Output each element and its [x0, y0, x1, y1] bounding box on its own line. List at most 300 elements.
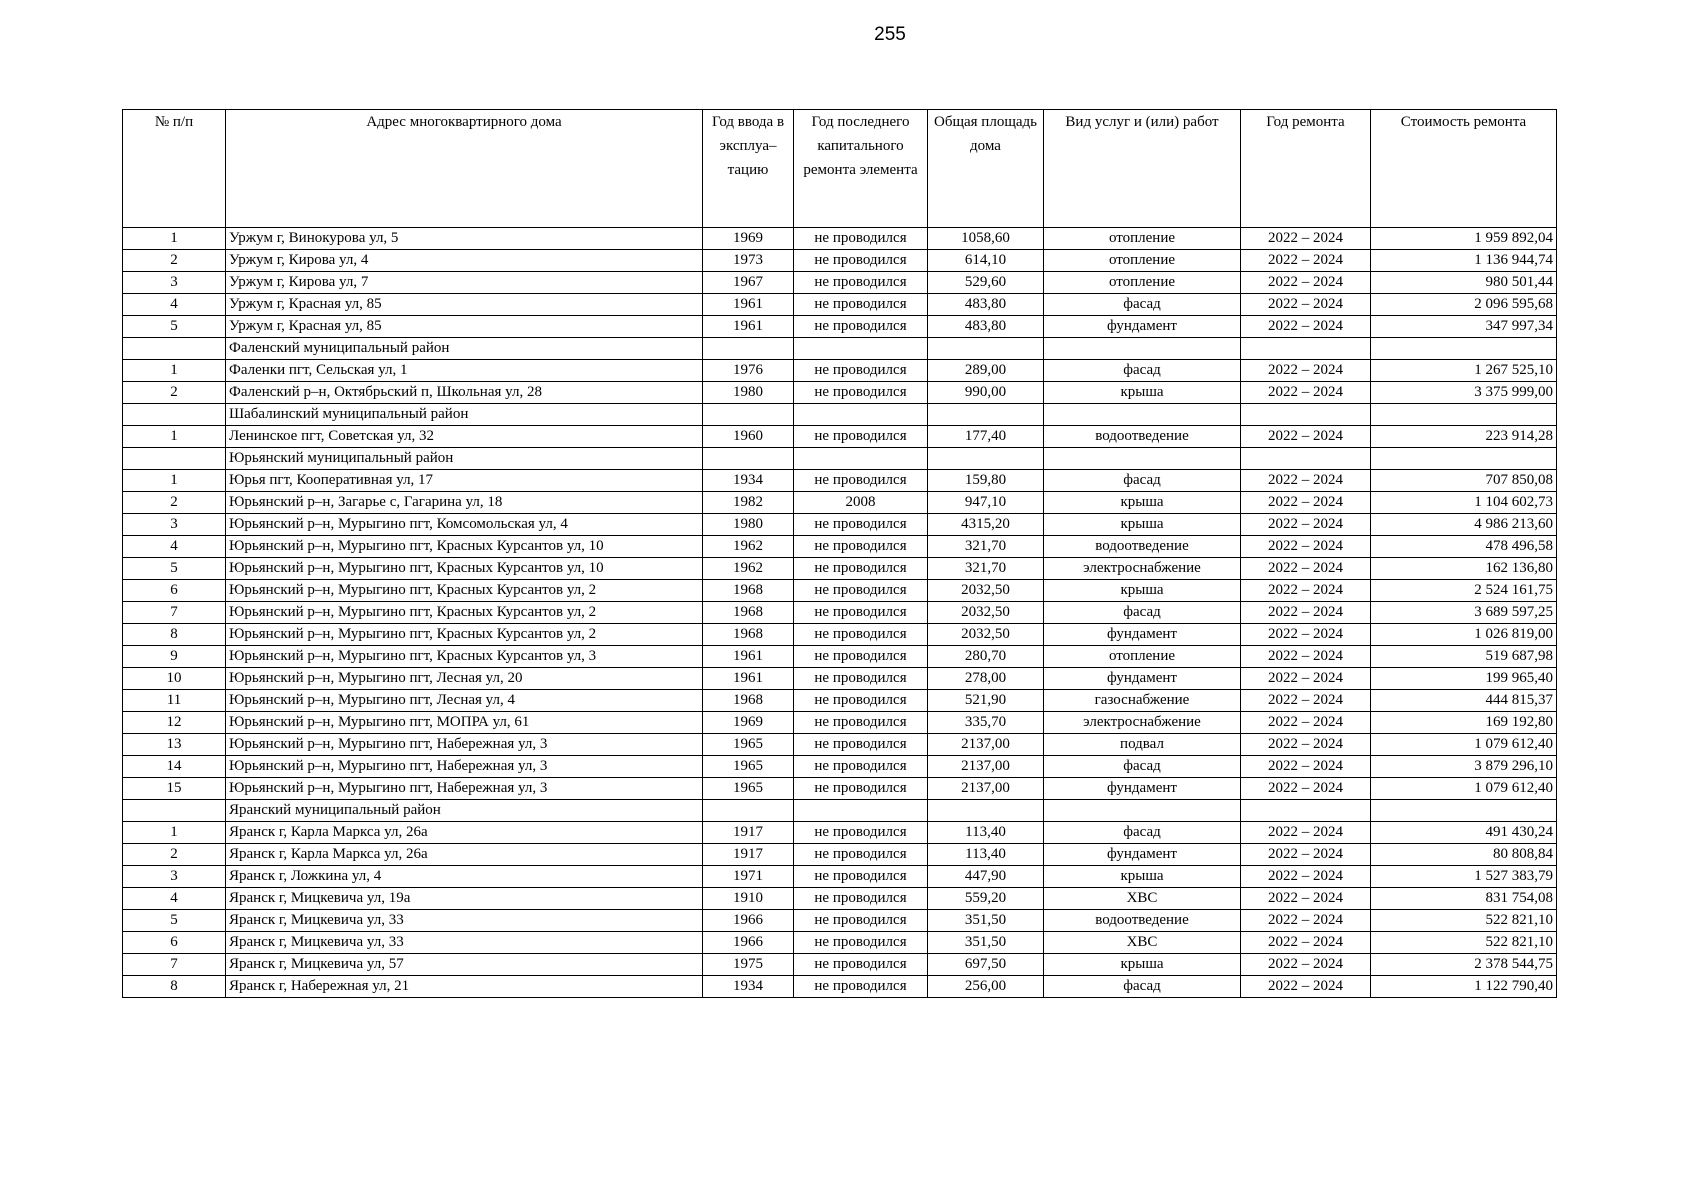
cell-number: 7 [123, 954, 226, 976]
cell-repair-period: 2022 – 2024 [1241, 976, 1371, 998]
empty-cell [794, 404, 928, 426]
empty-cell [1241, 800, 1371, 822]
cell-address: Юрьянский р–н, Мурыгино пгт, Набережная ул, 3 [226, 734, 703, 756]
cell-repair-period: 2022 – 2024 [1241, 316, 1371, 338]
cell-address: Яранск г, Мицкевича ул, 33 [226, 910, 703, 932]
cell-commission-year: 1969 [703, 712, 794, 734]
cell-work-type: отопление [1044, 250, 1241, 272]
cell-commission-year: 1966 [703, 932, 794, 954]
cell-address: Юрьянский р–н, Мурыгино пгт, Комсомольская ул, 4 [226, 514, 703, 536]
cell-repair-cost: 519 687,98 [1371, 646, 1557, 668]
table-row [123, 954, 1557, 976]
cell-commission-year: 1968 [703, 690, 794, 712]
empty-cell [1371, 448, 1557, 470]
cell-work-type: ХВС [1044, 888, 1241, 910]
cell-commission-year: 1961 [703, 646, 794, 668]
cell-repair-period: 2022 – 2024 [1241, 690, 1371, 712]
cell-repair-cost: 707 850,08 [1371, 470, 1557, 492]
cell-address: Юрьянский р–н, Загарье с, Гагарина ул, 18 [226, 492, 703, 514]
empty-cell [703, 338, 794, 360]
table-row [123, 382, 1557, 404]
cell-work-type: крыша [1044, 492, 1241, 514]
cell-number: 1 [123, 360, 226, 382]
cell-last-repair-year: не проводился [794, 778, 928, 800]
cell-commission-year: 1969 [703, 228, 794, 250]
empty-cell [794, 800, 928, 822]
cell-repair-period: 2022 – 2024 [1241, 646, 1371, 668]
cell-number: 10 [123, 668, 226, 690]
empty-cell [123, 404, 226, 426]
cell-commission-year: 1917 [703, 822, 794, 844]
cell-total-area: 697,50 [928, 954, 1044, 976]
cell-work-type: фундамент [1044, 668, 1241, 690]
table-row [123, 712, 1557, 734]
cell-work-type: фундамент [1044, 778, 1241, 800]
cell-last-repair-year: не проводился [794, 756, 928, 778]
cell-work-type: фасад [1044, 822, 1241, 844]
table-row [123, 646, 1557, 668]
cell-total-area: 256,00 [928, 976, 1044, 998]
cell-number: 7 [123, 602, 226, 624]
cell-last-repair-year: не проводился [794, 250, 928, 272]
cell-number: 8 [123, 624, 226, 646]
header-address: Адрес многоквартирного дома [226, 110, 703, 228]
cell-repair-period: 2022 – 2024 [1241, 668, 1371, 690]
cell-total-area: 2137,00 [928, 734, 1044, 756]
table-row [123, 316, 1557, 338]
cell-total-area: 351,50 [928, 910, 1044, 932]
header-last-repair-year: Год последнего капитального ремонта элемента [794, 110, 928, 228]
cell-repair-cost: 223 914,28 [1371, 426, 1557, 448]
table-row [123, 932, 1557, 954]
cell-last-repair-year: не проводился [794, 976, 928, 998]
cell-repair-cost: 478 496,58 [1371, 536, 1557, 558]
cell-number: 2 [123, 492, 226, 514]
empty-cell [1044, 338, 1241, 360]
cell-repair-cost: 522 821,10 [1371, 932, 1557, 954]
cell-last-repair-year: не проводился [794, 360, 928, 382]
table-row [123, 470, 1557, 492]
cell-total-area: 2137,00 [928, 756, 1044, 778]
cell-total-area: 483,80 [928, 294, 1044, 316]
cell-work-type: водоотведение [1044, 910, 1241, 932]
cell-number: 3 [123, 272, 226, 294]
cell-repair-period: 2022 – 2024 [1241, 624, 1371, 646]
cell-repair-cost: 3 689 597,25 [1371, 602, 1557, 624]
cell-total-area: 4315,20 [928, 514, 1044, 536]
cell-commission-year: 1968 [703, 624, 794, 646]
table-row [123, 668, 1557, 690]
cell-repair-period: 2022 – 2024 [1241, 844, 1371, 866]
cell-number: 9 [123, 646, 226, 668]
cell-repair-cost: 3 879 296,10 [1371, 756, 1557, 778]
cell-repair-period: 2022 – 2024 [1241, 492, 1371, 514]
cell-commission-year: 1967 [703, 272, 794, 294]
cell-total-area: 289,00 [928, 360, 1044, 382]
cell-address: Ленинское пгт, Советская ул, 32 [226, 426, 703, 448]
cell-repair-cost: 1 136 944,74 [1371, 250, 1557, 272]
cell-address: Юрьянский р–н, Мурыгино пгт, МОПРА ул, 61 [226, 712, 703, 734]
cell-commission-year: 1980 [703, 514, 794, 536]
cell-repair-period: 2022 – 2024 [1241, 910, 1371, 932]
cell-number: 2 [123, 250, 226, 272]
cell-work-type: фундамент [1044, 844, 1241, 866]
cell-total-area: 2032,50 [928, 602, 1044, 624]
header-commission-year: Год ввода в эксплуа–тацию [703, 110, 794, 228]
cell-repair-cost: 1 122 790,40 [1371, 976, 1557, 998]
cell-total-area: 2032,50 [928, 624, 1044, 646]
cell-last-repair-year: не проводился [794, 470, 928, 492]
cell-work-type: фасад [1044, 756, 1241, 778]
cell-last-repair-year: не проводился [794, 624, 928, 646]
cell-commission-year: 1910 [703, 888, 794, 910]
cell-commission-year: 1966 [703, 910, 794, 932]
cell-repair-cost: 4 986 213,60 [1371, 514, 1557, 536]
cell-repair-cost: 444 815,37 [1371, 690, 1557, 712]
district-name: Яранский муниципальный район [226, 800, 703, 822]
cell-total-area: 280,70 [928, 646, 1044, 668]
cell-repair-cost: 831 754,08 [1371, 888, 1557, 910]
cell-number: 2 [123, 844, 226, 866]
cell-work-type: крыша [1044, 382, 1241, 404]
cell-total-area: 990,00 [928, 382, 1044, 404]
cell-address: Юрьянский р–н, Мурыгино пгт, Набережная ул, 3 [226, 756, 703, 778]
table-row [123, 822, 1557, 844]
cell-repair-period: 2022 – 2024 [1241, 558, 1371, 580]
cell-commission-year: 1962 [703, 558, 794, 580]
cell-number: 14 [123, 756, 226, 778]
cell-work-type: фасад [1044, 360, 1241, 382]
cell-number: 15 [123, 778, 226, 800]
cell-number: 13 [123, 734, 226, 756]
cell-work-type: фасад [1044, 294, 1241, 316]
table-row [123, 558, 1557, 580]
cell-work-type: водоотведение [1044, 536, 1241, 558]
cell-commission-year: 1968 [703, 602, 794, 624]
cell-last-repair-year: не проводился [794, 536, 928, 558]
cell-work-type: ХВС [1044, 932, 1241, 954]
cell-repair-period: 2022 – 2024 [1241, 272, 1371, 294]
empty-cell [1241, 338, 1371, 360]
table-row [123, 778, 1557, 800]
table-row [123, 492, 1557, 514]
cell-address: Яранск г, Карла Маркса ул, 26а [226, 822, 703, 844]
cell-repair-cost: 162 136,80 [1371, 558, 1557, 580]
cell-work-type: крыша [1044, 866, 1241, 888]
district-row [123, 448, 1557, 470]
cell-work-type: фасад [1044, 602, 1241, 624]
cell-address: Уржум г, Красная ул, 85 [226, 294, 703, 316]
header-total-area: Общая площадь дома [928, 110, 1044, 228]
empty-cell [1044, 404, 1241, 426]
cell-last-repair-year: не проводился [794, 514, 928, 536]
cell-last-repair-year: не проводился [794, 954, 928, 976]
empty-cell [703, 404, 794, 426]
table-row [123, 756, 1557, 778]
cell-repair-cost: 1 079 612,40 [1371, 778, 1557, 800]
empty-cell [794, 338, 928, 360]
table-row [123, 844, 1557, 866]
cell-repair-period: 2022 – 2024 [1241, 580, 1371, 602]
empty-cell [123, 448, 226, 470]
cell-total-area: 351,50 [928, 932, 1044, 954]
cell-commission-year: 1934 [703, 470, 794, 492]
cell-total-area: 521,90 [928, 690, 1044, 712]
cell-commission-year: 1917 [703, 844, 794, 866]
cell-work-type: фундамент [1044, 624, 1241, 646]
cell-work-type: фундамент [1044, 316, 1241, 338]
cell-number: 6 [123, 932, 226, 954]
table-row [123, 624, 1557, 646]
header-row [123, 110, 1557, 228]
cell-repair-cost: 347 997,34 [1371, 316, 1557, 338]
empty-cell [1371, 800, 1557, 822]
cell-repair-period: 2022 – 2024 [1241, 228, 1371, 250]
cell-repair-cost: 1 959 892,04 [1371, 228, 1557, 250]
empty-cell [794, 448, 928, 470]
cell-address: Яранск г, Ложкина ул, 4 [226, 866, 703, 888]
cell-commission-year: 1971 [703, 866, 794, 888]
cell-last-repair-year: не проводился [794, 646, 928, 668]
cell-total-area: 335,70 [928, 712, 1044, 734]
cell-repair-period: 2022 – 2024 [1241, 734, 1371, 756]
cell-address: Яранск г, Мицкевича ул, 57 [226, 954, 703, 976]
district-row [123, 404, 1557, 426]
header-work-type: Вид услуг и (или) работ [1044, 110, 1241, 228]
cell-last-repair-year: не проводился [794, 426, 928, 448]
cell-address: Юрья пгт, Кооперативная ул, 17 [226, 470, 703, 492]
cell-work-type: крыша [1044, 514, 1241, 536]
cell-total-area: 278,00 [928, 668, 1044, 690]
cell-last-repair-year: не проводился [794, 602, 928, 624]
cell-last-repair-year: не проводился [794, 382, 928, 404]
empty-cell [703, 448, 794, 470]
empty-cell [928, 448, 1044, 470]
cell-last-repair-year: не проводился [794, 910, 928, 932]
cell-repair-period: 2022 – 2024 [1241, 866, 1371, 888]
cell-repair-period: 2022 – 2024 [1241, 536, 1371, 558]
cell-number: 8 [123, 976, 226, 998]
cell-work-type: отопление [1044, 646, 1241, 668]
empty-cell [928, 800, 1044, 822]
cell-repair-cost: 1 527 383,79 [1371, 866, 1557, 888]
cell-commission-year: 1965 [703, 734, 794, 756]
cell-number: 1 [123, 228, 226, 250]
cell-repair-period: 2022 – 2024 [1241, 822, 1371, 844]
cell-repair-cost: 199 965,40 [1371, 668, 1557, 690]
table-header [123, 110, 1557, 228]
cell-commission-year: 1968 [703, 580, 794, 602]
cell-repair-period: 2022 – 2024 [1241, 426, 1371, 448]
cell-number: 1 [123, 822, 226, 844]
cell-last-repair-year: не проводился [794, 866, 928, 888]
cell-repair-period: 2022 – 2024 [1241, 756, 1371, 778]
cell-repair-period: 2022 – 2024 [1241, 514, 1371, 536]
cell-number: 6 [123, 580, 226, 602]
cell-work-type: отопление [1044, 272, 1241, 294]
empty-cell [1044, 800, 1241, 822]
cell-work-type: подвал [1044, 734, 1241, 756]
cell-work-type: отопление [1044, 228, 1241, 250]
cell-total-area: 614,10 [928, 250, 1044, 272]
repair-table [122, 109, 1557, 998]
cell-number: 4 [123, 888, 226, 910]
district-name: Шабалинский муниципальный район [226, 404, 703, 426]
cell-last-repair-year: не проводился [794, 932, 928, 954]
cell-address: Юрьянский р–н, Мурыгино пгт, Красных Курсантов ул, 10 [226, 558, 703, 580]
cell-total-area: 113,40 [928, 822, 1044, 844]
table-row [123, 294, 1557, 316]
cell-total-area: 483,80 [928, 316, 1044, 338]
cell-last-repair-year: не проводился [794, 316, 928, 338]
cell-commission-year: 1980 [703, 382, 794, 404]
table-row [123, 888, 1557, 910]
table-row [123, 690, 1557, 712]
cell-last-repair-year: не проводился [794, 294, 928, 316]
cell-address: Уржум г, Кирова ул, 4 [226, 250, 703, 272]
cell-last-repair-year: не проводился [794, 668, 928, 690]
cell-repair-cost: 2 096 595,68 [1371, 294, 1557, 316]
cell-work-type: крыша [1044, 580, 1241, 602]
cell-number: 12 [123, 712, 226, 734]
cell-total-area: 559,20 [928, 888, 1044, 910]
cell-address: Уржум г, Винокурова ул, 5 [226, 228, 703, 250]
cell-address: Юрьянский р–н, Мурыгино пгт, Красных Курсантов ул, 2 [226, 602, 703, 624]
table-row [123, 272, 1557, 294]
table-row [123, 976, 1557, 998]
empty-cell [1371, 404, 1557, 426]
cell-total-area: 2032,50 [928, 580, 1044, 602]
cell-address: Юрьянский р–н, Мурыгино пгт, Лесная ул, 4 [226, 690, 703, 712]
empty-cell [1241, 404, 1371, 426]
header-repair-period: Год ремонта [1241, 110, 1371, 228]
cell-number: 3 [123, 514, 226, 536]
cell-repair-period: 2022 – 2024 [1241, 712, 1371, 734]
cell-address: Яранск г, Мицкевича ул, 33 [226, 932, 703, 954]
cell-repair-cost: 1 079 612,40 [1371, 734, 1557, 756]
empty-cell [703, 800, 794, 822]
cell-last-repair-year: не проводился [794, 558, 928, 580]
cell-last-repair-year: не проводился [794, 822, 928, 844]
district-name: Фаленский муниципальный район [226, 338, 703, 360]
district-row [123, 338, 1557, 360]
cell-commission-year: 1934 [703, 976, 794, 998]
cell-repair-cost: 2 378 544,75 [1371, 954, 1557, 976]
empty-cell [123, 338, 226, 360]
cell-last-repair-year: не проводился [794, 272, 928, 294]
cell-repair-cost: 522 821,10 [1371, 910, 1557, 932]
cell-address: Юрьянский р–н, Мурыгино пгт, Красных Курсантов ул, 10 [226, 536, 703, 558]
cell-repair-period: 2022 – 2024 [1241, 470, 1371, 492]
cell-last-repair-year: не проводился [794, 888, 928, 910]
cell-repair-period: 2022 – 2024 [1241, 250, 1371, 272]
cell-work-type: водоотведение [1044, 426, 1241, 448]
cell-total-area: 1058,60 [928, 228, 1044, 250]
table-row [123, 228, 1557, 250]
cell-repair-cost: 169 192,80 [1371, 712, 1557, 734]
cell-commission-year: 1961 [703, 668, 794, 690]
cell-repair-cost: 80 808,84 [1371, 844, 1557, 866]
header-number: № п/п [123, 110, 226, 228]
cell-last-repair-year: не проводился [794, 712, 928, 734]
cell-number: 4 [123, 536, 226, 558]
cell-work-type: крыша [1044, 954, 1241, 976]
cell-repair-period: 2022 – 2024 [1241, 294, 1371, 316]
table-row [123, 360, 1557, 382]
cell-number: 1 [123, 470, 226, 492]
cell-total-area: 321,70 [928, 558, 1044, 580]
cell-commission-year: 1973 [703, 250, 794, 272]
empty-cell [1371, 338, 1557, 360]
cell-repair-cost: 491 430,24 [1371, 822, 1557, 844]
table-row [123, 580, 1557, 602]
cell-number: 3 [123, 866, 226, 888]
district-name: Юрьянский муниципальный район [226, 448, 703, 470]
empty-cell [928, 404, 1044, 426]
cell-last-repair-year: 2008 [794, 492, 928, 514]
page-number: 255 [874, 24, 906, 45]
cell-address: Юрьянский р–н, Мурыгино пгт, Красных Курсантов ул, 2 [226, 624, 703, 646]
table-body [123, 228, 1557, 998]
table-row [123, 602, 1557, 624]
empty-cell [123, 800, 226, 822]
header-repair-cost: Стоимость ремонта [1371, 110, 1557, 228]
cell-address: Юрьянский р–н, Мурыгино пгт, Красных Курсантов ул, 3 [226, 646, 703, 668]
cell-last-repair-year: не проводился [794, 690, 928, 712]
cell-address: Яранск г, Мицкевича ул, 19а [226, 888, 703, 910]
cell-number: 4 [123, 294, 226, 316]
cell-work-type: электроснабжение [1044, 558, 1241, 580]
cell-last-repair-year: не проводился [794, 580, 928, 602]
cell-address: Фаленский р–н, Октябрьский п, Школьная ул, 28 [226, 382, 703, 404]
cell-repair-period: 2022 – 2024 [1241, 602, 1371, 624]
table-row [123, 250, 1557, 272]
cell-address: Яранск г, Карла Маркса ул, 26а [226, 844, 703, 866]
cell-repair-cost: 980 501,44 [1371, 272, 1557, 294]
cell-address: Фаленки пгт, Сельская ул, 1 [226, 360, 703, 382]
cell-commission-year: 1961 [703, 294, 794, 316]
cell-total-area: 177,40 [928, 426, 1044, 448]
table-row [123, 910, 1557, 932]
cell-number: 11 [123, 690, 226, 712]
cell-number: 5 [123, 316, 226, 338]
table-row [123, 514, 1557, 536]
cell-total-area: 113,40 [928, 844, 1044, 866]
cell-commission-year: 1965 [703, 778, 794, 800]
cell-repair-cost: 1 104 602,73 [1371, 492, 1557, 514]
cell-total-area: 2137,00 [928, 778, 1044, 800]
cell-address: Яранск г, Набережная ул, 21 [226, 976, 703, 998]
table-row [123, 734, 1557, 756]
cell-address: Юрьянский р–н, Мурыгино пгт, Красных Курсантов ул, 2 [226, 580, 703, 602]
cell-number: 1 [123, 426, 226, 448]
cell-work-type: фасад [1044, 976, 1241, 998]
empty-cell [1241, 448, 1371, 470]
cell-repair-period: 2022 – 2024 [1241, 932, 1371, 954]
cell-commission-year: 1962 [703, 536, 794, 558]
cell-commission-year: 1976 [703, 360, 794, 382]
cell-repair-period: 2022 – 2024 [1241, 888, 1371, 910]
cell-total-area: 159,80 [928, 470, 1044, 492]
table-row [123, 536, 1557, 558]
cell-total-area: 321,70 [928, 536, 1044, 558]
cell-repair-period: 2022 – 2024 [1241, 954, 1371, 976]
cell-repair-cost: 1 026 819,00 [1371, 624, 1557, 646]
cell-last-repair-year: не проводился [794, 844, 928, 866]
cell-number: 5 [123, 558, 226, 580]
cell-commission-year: 1982 [703, 492, 794, 514]
cell-number: 2 [123, 382, 226, 404]
